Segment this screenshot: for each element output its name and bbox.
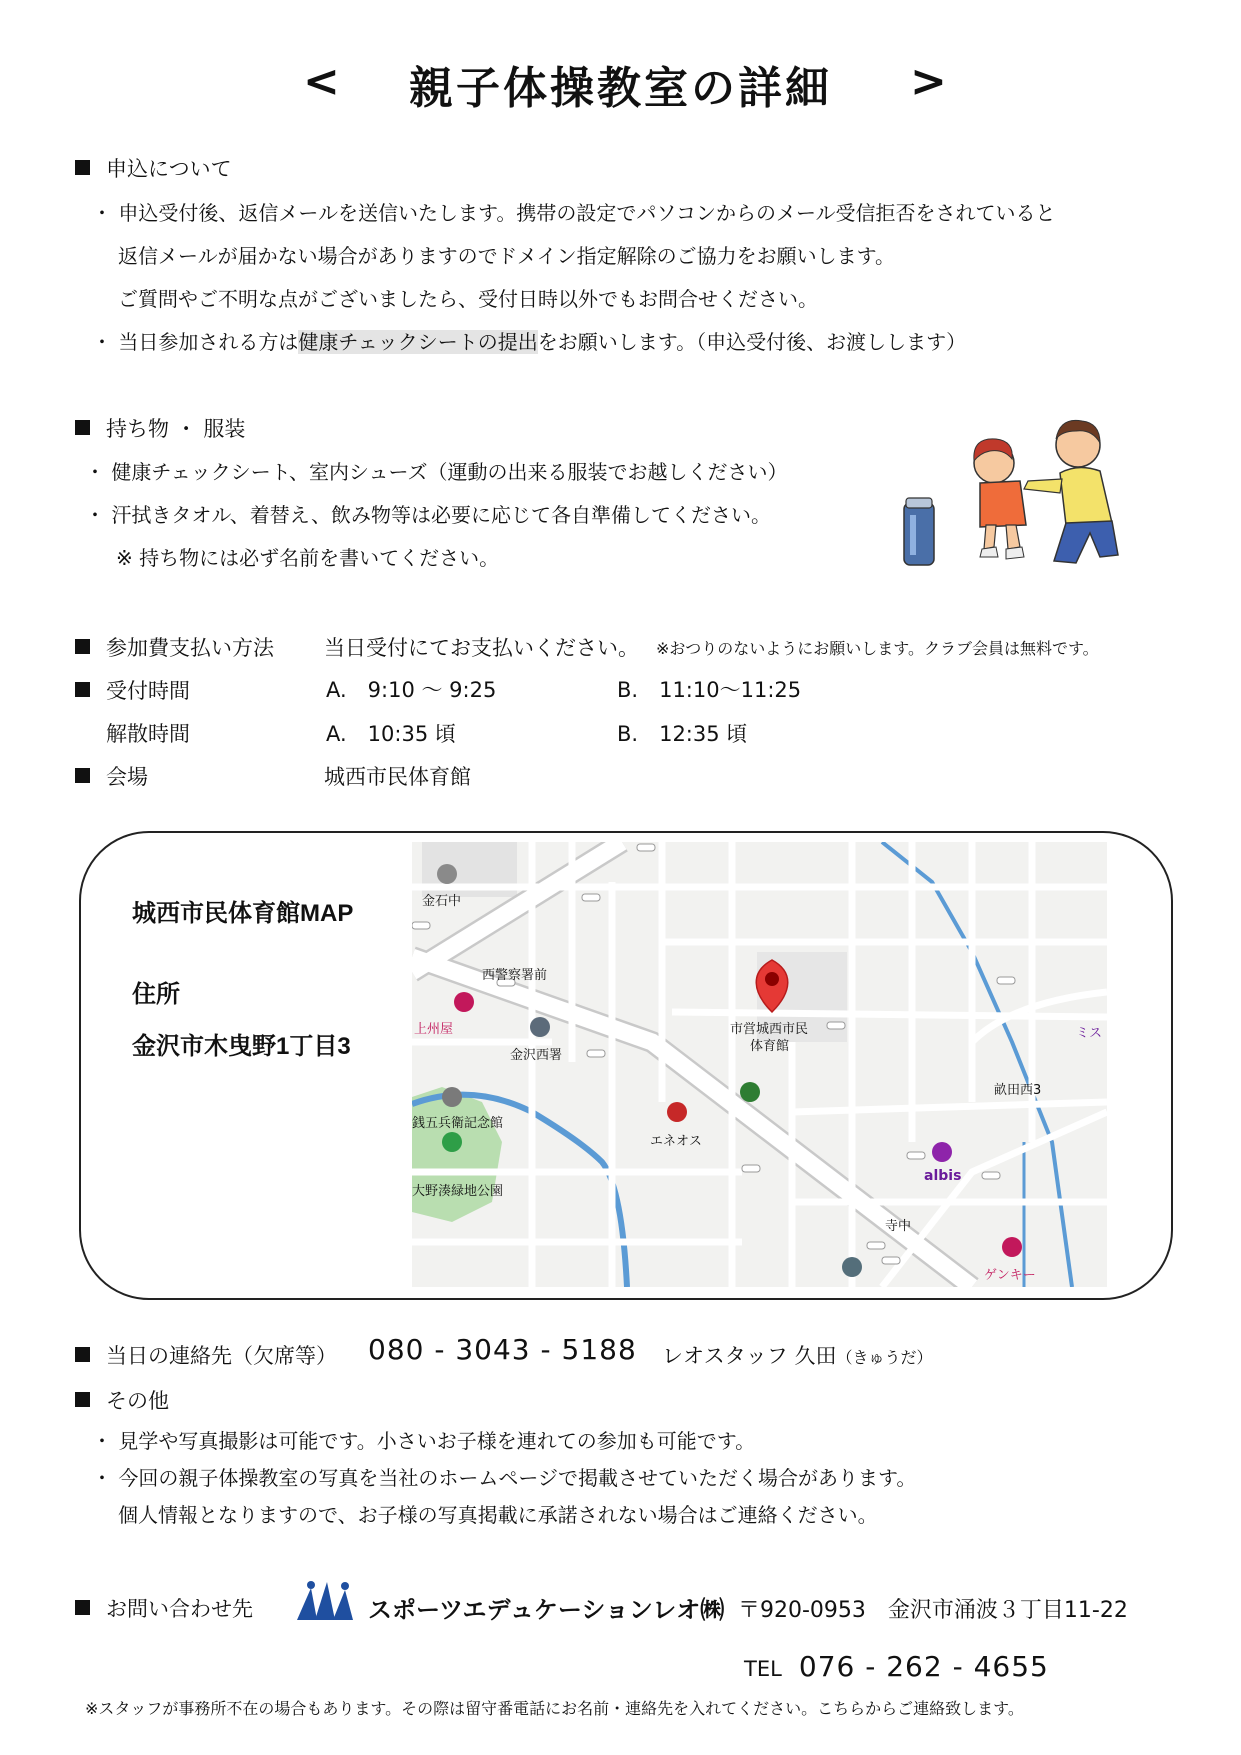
map-label-gymnasium-1: 市営城西市民 [730,1022,809,1037]
belongings-heading-text: 持ち物 ・ 服装 [106,417,246,441]
map-label-albis: albis [924,1168,962,1184]
application-line-4-post: をお願いします。（申込受付後、お渡しします） [537,330,967,354]
police-marker [530,1017,550,1037]
address-label: 住所 [132,981,180,1008]
map-label-zeniya: 銭五兵衛記念館 [412,1116,504,1131]
school-marker [437,864,457,884]
application-heading-text: 申込について [106,157,232,181]
map-label-teranaka: 寺中 [885,1219,912,1234]
payment-note: ※おつりのないようにお願いします。クラブ会員は無料です。 [656,639,1099,658]
application-line-4-pre: ・ 当日参加される方は [92,330,299,354]
application-line-2: 返信メールが届かない場合がありますのでドメイン指定解除のご協力をお願いします。 [118,244,895,268]
company-tel [744,1650,1049,1683]
reception-time-b: B. 11:10～11:25 [617,678,802,702]
contact-person-name: レオスタッフ 久田 [662,1344,837,1368]
shop-marker-albis [932,1142,952,1162]
square-bullet-icon [75,682,90,697]
shop-marker-genky [1002,1237,1022,1257]
venue-heading-text: 会場 [106,765,148,789]
square-bullet-icon [75,160,90,175]
reception-heading-text: 受付時間 [106,679,190,703]
reception-heading [75,675,190,705]
map-label-kinseki: 金石中 [422,894,462,909]
other-heading-text: その他 [106,1389,169,1413]
other-line-1: ・ 見学や写真撮影は可能です。小さいお子様を連れての参加も可能です。 [92,1429,756,1453]
square-bullet-icon [75,1600,90,1615]
square-bullet-icon [75,1392,90,1407]
square-bullet-icon [75,639,90,654]
payment-heading-text: 参加費支払い方法 [106,636,274,660]
application-line-3: ご質問やご不明な点がございましたら、受付日時以外でもお問合せください。 [118,287,818,311]
square-bullet-icon [75,420,90,435]
inquiry-heading-text: お問い合わせ先 [106,1597,253,1621]
venue-value: 城西市民体育館 [324,765,471,789]
belongings-heading [75,413,245,443]
venue-heading [75,761,148,791]
company-address: 〒920-0953 金沢市涌波３丁目11-22 [738,1598,1128,1623]
address-value: 金沢市木曳野1丁目3 [132,1033,351,1060]
map-label-gymnasium-2: 体育館 [750,1039,790,1054]
map-label-kanazawanishisho: 金沢西署 [510,1048,563,1063]
dismissal-time-a: A. 10:35 頃 [326,722,456,746]
health-check-sheet-highlight: 健康チェックシートの提出 [298,330,538,354]
dismissal-heading: 解散時間 [106,722,190,746]
company-logo-icon [295,1580,355,1622]
contact-heading-text: 当日の連絡先（欠席等） [106,1344,337,1368]
other-line-3: 個人情報となりますので、お子様の写真掲載に承諾されない場合はご連絡ください。 [118,1503,878,1527]
payment-heading [75,632,274,662]
footnote: ※スタッフが事務所不在の場合もあります。その際は留守番電話にお名前・連絡先を入れてください。こちらからご連絡致します。 [85,1699,1024,1718]
prev-chevron[interactable]: < [303,56,340,107]
convenience-store-marker [740,1082,760,1102]
square-bullet-icon [75,1347,90,1362]
bottle-icon [904,498,934,565]
other-line-2: ・ 今回の親子体操教室の写真を当社のホームページで掲載させていただく場合があります。 [92,1466,917,1490]
street-map-graphic [412,842,1107,1287]
shop-marker-jyoshuya [454,992,474,1012]
belongings-note: ※ 持ち物には必ず名前を書いてください。 [116,546,500,570]
other-heading [75,1385,169,1415]
dismissal-time-b: B. 12:35 頃 [617,722,748,746]
gas-station-marker [667,1102,687,1122]
map-label-jyoshuya: 上州屋 [414,1022,454,1037]
contact-person-reading: （きゅうだ） [836,1348,933,1367]
map-label-park: 大野湊緑地公園 [412,1184,504,1199]
payment-value: 当日受付にてお支払いください。 [324,636,639,660]
belongings-line-1: ・ 健康チェックシート、室内シューズ（運動の出来る服装でお越しください） [85,460,788,484]
transit-marker [842,1257,862,1277]
street-map[interactable] [412,842,1107,1287]
contact-heading [75,1340,337,1370]
belongings-line-2: ・ 汗拭きタオル、着替え、飲み物等は必要に応じて各自準備してください。 [85,503,771,527]
map-label-genky: ゲンキー [984,1268,1036,1283]
page-title: 親子体操教室の詳細 [409,63,832,114]
application-line-4 [92,326,966,355]
museum-marker [442,1087,462,1107]
tel-label: TEL [744,1657,782,1681]
application-line-1: ・ 申込受付後、返信メールを送信いたします。携帯の設定でパソコンからのメール受信拒否をされていると [92,201,1056,225]
contact-phone[interactable]: 080 - 3043 - 5188 [368,1333,637,1366]
company-name: スポーツエデュケーションレオ㈱ [368,1596,725,1624]
parent-child-illustration [900,415,1140,570]
map-label-eneos: エネオス [650,1134,702,1149]
next-chevron[interactable]: > [910,56,947,107]
square-bullet-icon [75,768,90,783]
inquiry-heading [75,1593,253,1623]
tel-number[interactable]: 076 - 262 - 4655 [798,1650,1049,1683]
contact-person [662,1340,932,1370]
map-title: 城西市民体育館MAP [132,900,354,927]
map-label-nishikeisatsu: 西警察署前 [482,968,548,983]
map-label-nishitanda: 畝田西3 [994,1083,1042,1098]
map-label-misuta: ミス [1076,1026,1103,1041]
application-heading [75,153,232,183]
park-marker [442,1132,462,1152]
reception-time-a: A. 9:10 ～ 9:25 [326,678,497,702]
